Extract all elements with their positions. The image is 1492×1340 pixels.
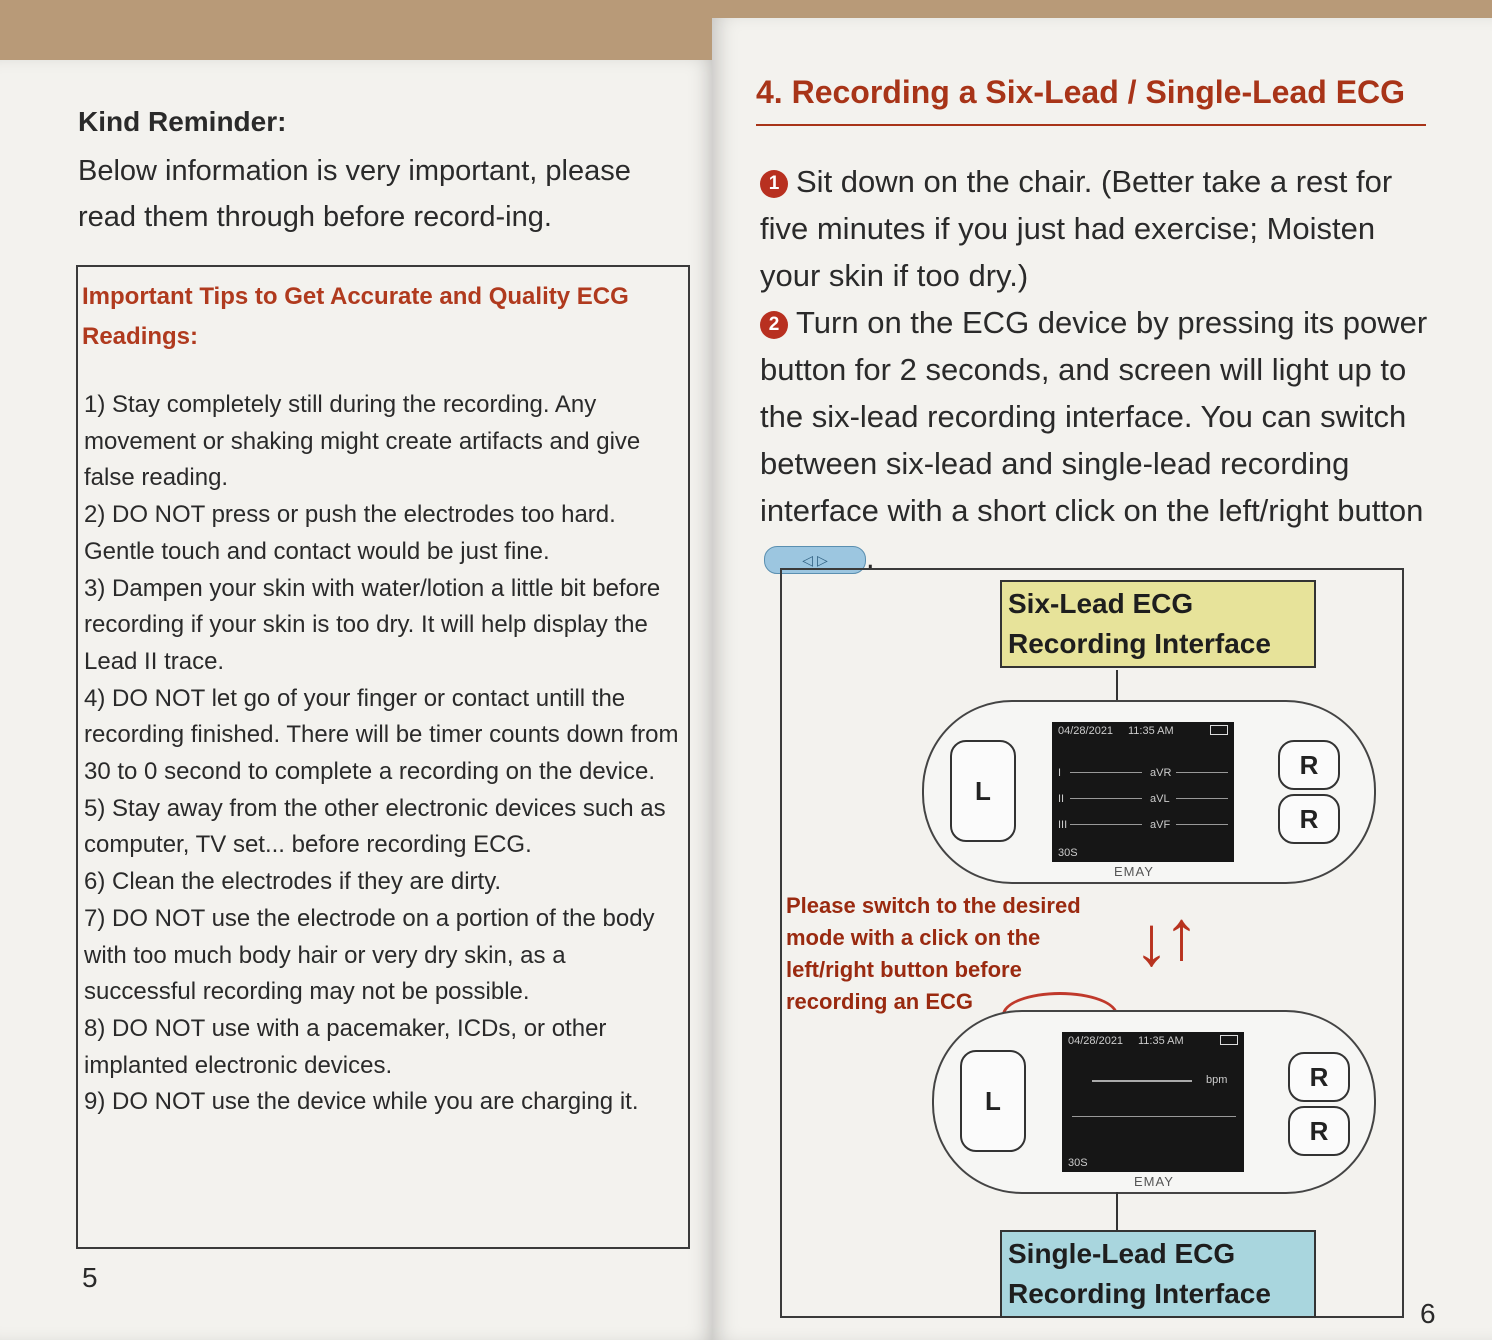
screen-time: 11:35 AM: [1128, 725, 1174, 737]
section-title: 4. Recording a Six-Lead / Single-Lead ECG: [756, 74, 1406, 110]
page-number-left: 5: [82, 1262, 98, 1293]
right-electrode-key-2: R: [1278, 794, 1340, 844]
screen-date: 04/28/2021: [1068, 1035, 1124, 1047]
trace-line: [1176, 824, 1228, 825]
trace-line: [1176, 798, 1228, 799]
lead-label: II: [1058, 793, 1065, 805]
reminder-body: Below information is very important, please read them through before record-ing.: [78, 155, 631, 233]
single-lead-label: Single-Lead ECG Recording Interface: [1000, 1230, 1316, 1318]
step-1: [760, 158, 1440, 299]
section-rule: [756, 124, 1426, 126]
right-page: [712, 18, 1492, 1340]
page-number-right: 6: [1420, 1298, 1436, 1329]
device-six-lead: [922, 700, 1376, 884]
steps: [760, 158, 1440, 581]
step-2-text: Turn on the ECG device by pressing its power button for 2 seconds, and screen will light up to the six-lead recording interface. You can switch between six-lead and single-lead recording interface with a short click on the left/right button: [760, 305, 1428, 528]
tip-item: 8) DO NOT use with a pacemaker, ICDs, or other implanted electronic devices.: [84, 1014, 607, 1079]
lead-label: III: [1058, 819, 1068, 831]
augmented-leads: [1150, 760, 1171, 838]
diagram-box: [780, 568, 1404, 1318]
battery-icon: [1220, 1035, 1238, 1045]
lead-label: aVF: [1150, 819, 1171, 831]
tip-item: 2) DO NOT press or push the electrodes too hard. Gentle touch and contact would be just fine.: [84, 501, 616, 565]
step-number-1-icon: 1: [760, 170, 788, 198]
trace-line: [1176, 772, 1228, 773]
brand-logo: EMAY: [1114, 864, 1154, 879]
heart-rate-dashes: [1092, 1080, 1192, 1082]
trace-line: [1070, 824, 1142, 825]
connector-line: [1116, 670, 1118, 702]
six-lead-screen: [1052, 722, 1234, 862]
reminder-title: Kind Reminder:: [78, 106, 287, 137]
switch-note: Please switch to the desired mode with a click on the left/right button before recording an ECG: [786, 893, 1081, 1014]
trace-line: [1072, 1116, 1236, 1117]
step-number-2-icon: 2: [760, 311, 788, 339]
trace-line: [1070, 798, 1142, 799]
tips-list: [84, 387, 684, 1121]
tip-item: 1) Stay completely still during the recording. Any movement or shaking might create artifacts and give false reading.: [84, 391, 641, 492]
bpm-unit: bpm: [1206, 1074, 1228, 1086]
tip-item: 9) DO NOT use the device while you are charging it.: [84, 1088, 639, 1116]
tip-item: 5) Stay away from the other electronic devices such as computer, TV set... before recording ECG.: [84, 794, 666, 859]
step-2-end: .: [866, 540, 875, 575]
screen-date: 04/28/2021: [1058, 725, 1114, 737]
lead-label: aVR: [1150, 767, 1172, 779]
screen-time: 11:35 AM: [1138, 1035, 1184, 1047]
battery-icon: [1210, 725, 1228, 735]
tip-item: 4) DO NOT let go of your finger or contact untill the recording finished. There will be timer counts down from 30 to 0 second to complete a recording on the device.: [84, 684, 679, 786]
left-right-button-icon: ◁ ▷: [764, 546, 866, 574]
timer: 30S: [1068, 1157, 1088, 1169]
six-lead-label: Six-Lead ECG Recording Interface: [1000, 580, 1316, 668]
right-electrode-key-1: R: [1288, 1052, 1350, 1102]
left-electrode-key: L: [950, 740, 1016, 842]
tip-item: 3) Dampen your skin with water/lotion a little bit before recording if your skin is too dry. It will help display the Lead II trace.: [84, 574, 661, 675]
lead-label: I: [1058, 767, 1062, 779]
lead-label: aVL: [1150, 793, 1170, 805]
right-electrode-key-2: R: [1288, 1106, 1350, 1156]
left-page: [0, 60, 715, 1340]
trace-line: [1070, 772, 1142, 773]
connector-line: [1116, 1192, 1118, 1230]
arrow-down-icon: ↓: [1134, 902, 1169, 980]
arrow-up-icon: ↑: [1164, 896, 1199, 974]
left-electrode-key: L: [960, 1050, 1026, 1152]
device-single-lead: [932, 1010, 1376, 1194]
tip-item: 6) Clean the electrodes if they are dirty.: [84, 868, 502, 896]
limb-leads: [1058, 760, 1067, 838]
step-2: [760, 299, 1440, 581]
step-1-text: Sit down on the chair. (Better take a rest for five minutes if you just had exercise; Moisten your skin if too dry.): [760, 164, 1393, 293]
single-lead-screen: [1062, 1032, 1244, 1172]
right-electrode-key-1: R: [1278, 740, 1340, 790]
tips-title: Important Tips to Get Accurate and Quality ECG Readings:: [82, 283, 629, 350]
brand-logo: EMAY: [1134, 1174, 1174, 1189]
tips-box: [76, 265, 690, 1249]
tip-item: 7) DO NOT use the electrode on a portion of the body with too much body hair or very dry skin, as a successful recording may not be possible.: [84, 904, 655, 1006]
timer: 30S: [1058, 847, 1078, 859]
